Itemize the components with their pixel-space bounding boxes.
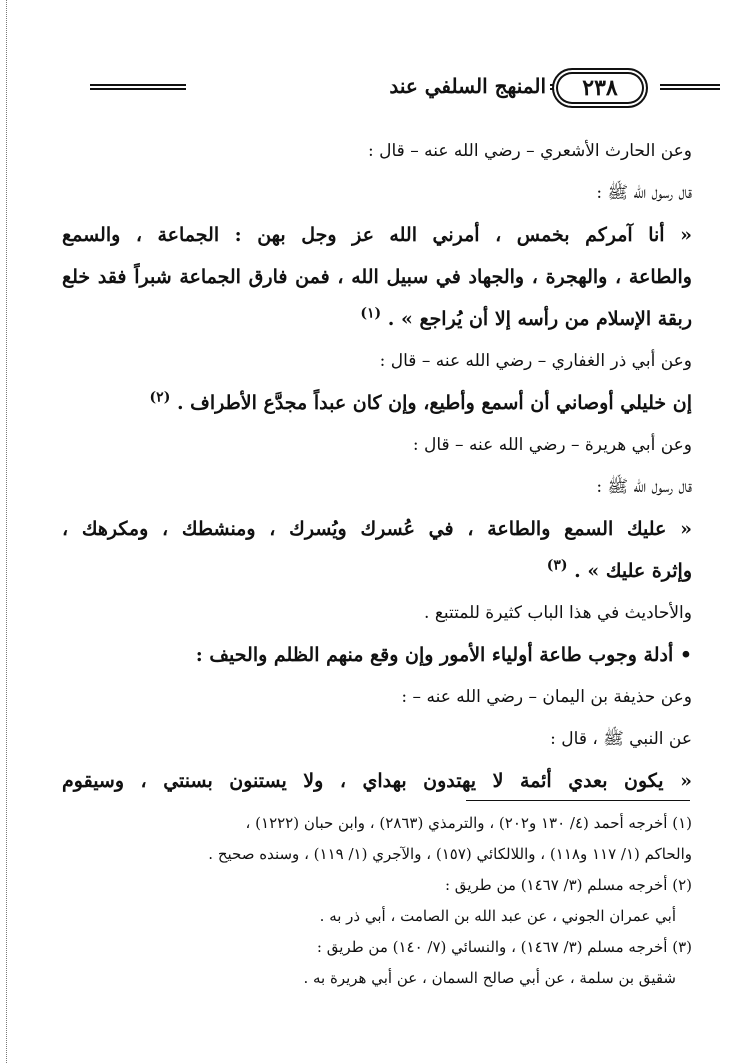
body-line: وعن أبي ذر الغفاري – رضي الله عنه – قال :	[379, 351, 692, 371]
footnote-separator	[466, 800, 690, 801]
footnote-ref: (٣)	[546, 557, 568, 574]
footnote-ref: (٢)	[149, 389, 171, 406]
body-line: قال رسول الله ﷺ :	[596, 477, 692, 497]
footnote-line: (٢) أخرجه مسلم (٣/ ١٤٦٧) من طريق :	[444, 876, 692, 894]
body-line: عن النبي ﷺ ، قال :	[550, 729, 692, 749]
header-rule-right	[660, 84, 720, 90]
footnote-line: أبي عمران الجوني ، عن عبد الله بن الصامت ، أبي ذر به .	[319, 907, 676, 925]
hadith-line: ربقة الإسلام من رأسه إلا أن يُراجع » . $^{(١)}$	[360, 305, 692, 330]
footnote-line: شقيق بن سلمة ، عن أبي صالح السمان ، عن أبي هريرة به .	[303, 969, 676, 987]
hadith-line: « يكون بعدي أئمة لا يهتدون بهداي ، ولا يستنون بسنتي ، وسيقوم	[62, 770, 692, 792]
scan-edge-dotted-line	[6, 0, 7, 1063]
hadith-line: والطاعة ، والهجرة ، والجهاد في سبيل الله ، فمن فارق الجماعة شبراً فقد خلع	[62, 266, 692, 288]
footnote-line: (٣) أخرجه مسلم (٣/ ١٤٦٧) ، والنسائي (٧/ ١٤٠) من طريق :	[316, 938, 692, 956]
running-title: المنهج السلفي عند	[186, 68, 550, 104]
footnote-line: والحاكم (١/ ١١٧ و١١٨) ، واللالكائي (١٥٧) ، والآجري (١/ ١١٩) ، وسنده صحيح .	[208, 845, 692, 863]
body-line: وعن حذيفة بن اليمان – رضي الله عنه – :	[401, 687, 692, 707]
body-line: وعن أبي هريرة – رضي الله عنه – قال :	[412, 435, 692, 455]
hadith-line: « أنا آمركم بخمس ، أمرني الله عز وجل بهن : الجماعة ، والسمع	[62, 224, 692, 246]
footnote-ref: (١)	[360, 305, 382, 322]
body-line: وعن الحارث الأشعري – رضي الله عنه – قال :	[368, 141, 692, 161]
footnotes	[62, 808, 692, 994]
page-number-badge: ٢٣٨	[552, 68, 648, 108]
main-text	[62, 130, 692, 802]
section-heading: • أدلة وجوب طاعة أولياء الأمور وإن وقع منهم الظلم والحيف :	[195, 644, 692, 666]
hadith-line: وإثرة عليك » . $^{(٣)}$	[546, 557, 692, 582]
header-rule-short	[154, 84, 184, 90]
body-line: والأحاديث في هذا الباب كثيرة للمتتبع .	[424, 603, 692, 623]
body-line: قال رسول الله ﷺ :	[596, 183, 692, 203]
page-header	[70, 66, 690, 110]
hadith-line: إن خليلي أوصاني أن أسمع وأطيع، وإن كان عبداً مجدَّع الأطراف . $^{(٢)}$	[149, 389, 692, 414]
hadith-line: « عليك السمع والطاعة ، في عُسرك ويُسرك ، ومنشطك ، ومكرهك ،	[62, 518, 692, 540]
footnote-line: (١) أخرجه أحمد (٤/ ١٣٠ و٢٠٢) ، والترمذي (٢٨٦٣) ، وابن حبان (١٢٢٢) ،	[245, 814, 692, 832]
